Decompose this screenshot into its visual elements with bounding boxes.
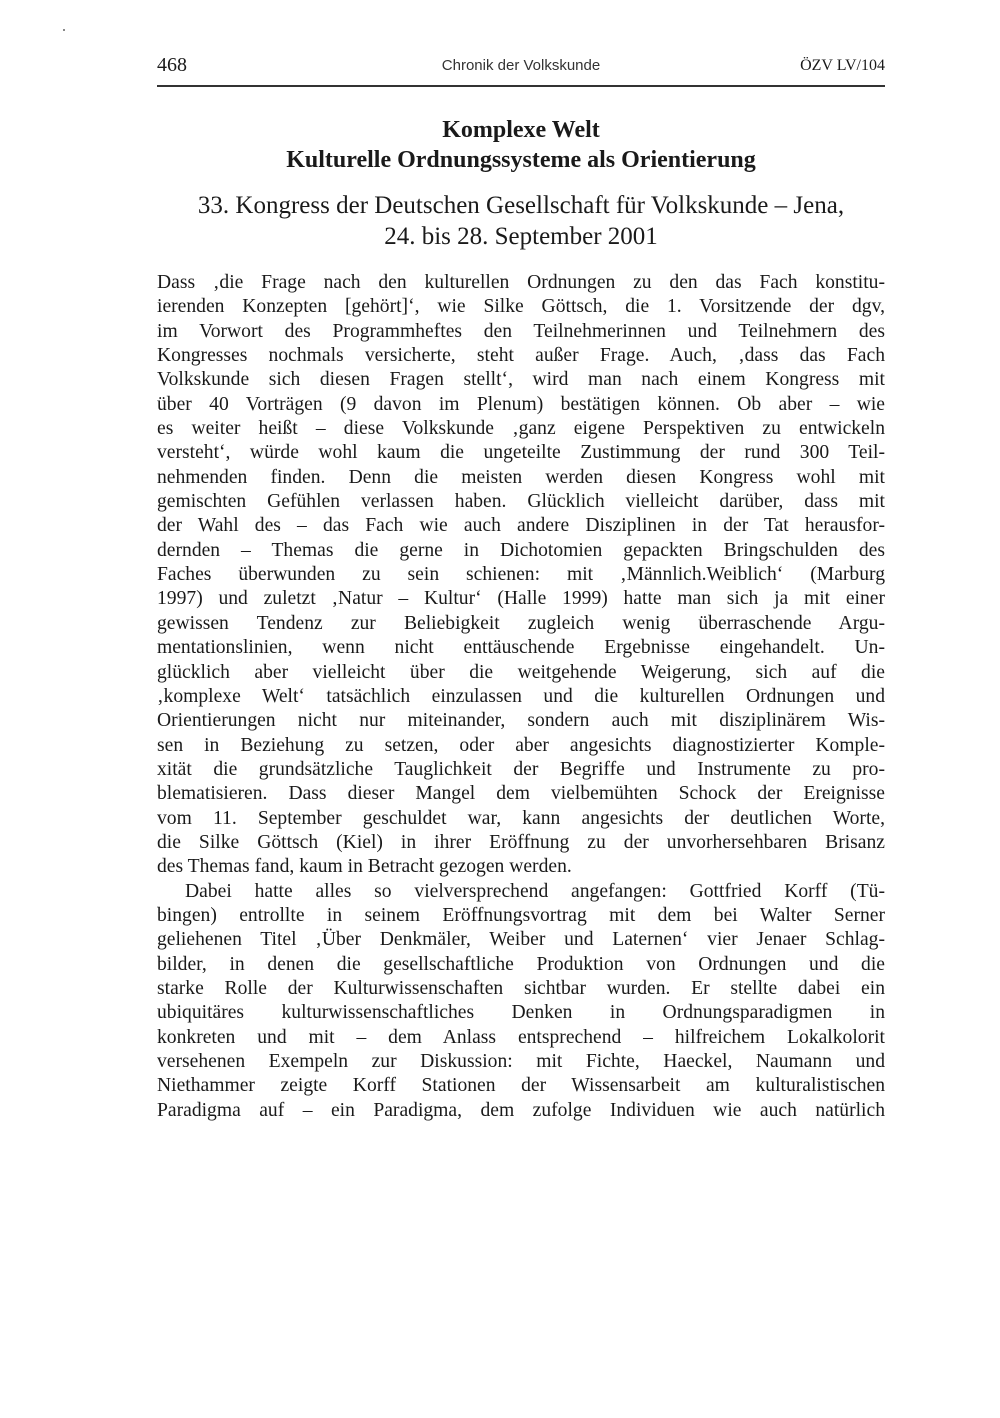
text-line: Niethammer zeigte Korff Stationen der Wissensarbeit am kulturalistischen — [157, 1075, 885, 1097]
text-line: vom 11. September geschuldet war, kann angesichts der deutlichen Worte, — [157, 807, 885, 829]
text-line: über 40 Vorträgen (9 davon im Plenum) bestätigen können. Ob aber – wie — [157, 393, 885, 415]
text-line: dernden – Themas die gerne in Dichotomien gepackten Bringschulden des — [157, 539, 885, 561]
text-line: Paradigma auf – ein Paradigma, dem zufolge Individuen wie auch natürlich — [157, 1099, 885, 1121]
text-line: der Wahl des – das Fach wie auch andere Disziplinen in der Tat herausfor- — [157, 515, 885, 537]
running-header — [157, 54, 885, 82]
text-line: gemischten Gefühlen verlassen haben. Glücklich vielleicht darüber, dass mit — [157, 491, 885, 513]
article-body — [157, 271, 885, 1123]
text-line: Dabei hatte alles so vielversprechend angefangen: Gottfried Korff (Tü- — [185, 880, 885, 902]
text-line: Kongresses nochmals versicherte, steht außer Frage. Auch, ‚dass das Fach — [157, 345, 885, 367]
text-line: konkreten und mit – dem Anlass entsprechend – hilfreichem Lokalkolorit — [157, 1026, 885, 1048]
header-rule — [157, 85, 885, 87]
text-line: sen in Beziehung zu setzen, oder aber angesichts diagnostizierter Komple- — [157, 734, 885, 756]
article-title: Komplexe Welt — [442, 117, 600, 143]
text-line: Dass ‚die Frage nach den kulturellen Ordnungen zu den das Fach konstitu- — [157, 272, 885, 293]
article-subtitle: 33. Kongress der Deutschen Gesellschaft für Volkskunde – Jena, — [197, 192, 845, 219]
text-line: Faches überwunden zu sein schienen: mit ‚Männlich.Weiblich‘ (Marburg — [157, 564, 885, 586]
text-line: versehenen Exempeln zur Diskussion: mit Fichte, Haeckel, Naumann und — [157, 1051, 885, 1072]
text-line: ierenden Konzepten [gehört]‘, wie Silke Göttsch, die 1. Vorsitzende der dgv, — [157, 296, 885, 318]
text-line: versteht‘, würde wohl kaum die ungeteilte Zustimmung der rund 300 Teil- — [157, 442, 885, 464]
paragraph-1 — [157, 271, 885, 880]
text-line: mentationslinien, wenn nicht enttäuschende Ergebnisse eingehandelt. Un- — [157, 637, 885, 659]
text-line: Orientierungen nicht nur miteinander, sondern auch mit disziplinärem Wis- — [157, 710, 885, 732]
text-line: ubiquitäres kulturwissenschaftliches Denken in Ordnungsparadigmen in — [157, 1002, 885, 1024]
text-line: xität die grundsätzliche Tauglichkeit der Begriffe und Instrumente zu pro- — [157, 758, 885, 780]
article-subtitle-line2: 24. bis 28. September 2001 — [384, 223, 658, 250]
text-line: bingen) entrollte in seinem Eröffnungsvortrag mit dem bei Walter Serner — [157, 904, 885, 926]
text-line: 1997) und zuletzt ‚Natur – Kultur‘ (Halle 1999) hatte man sich ja mit einer — [157, 588, 885, 610]
text-line: die Silke Göttsch (Kiel) in ihrer Eröffnung zu der unvorhersehbaren Brisanz — [157, 831, 885, 853]
text-line: ‚komplexe Welt‘ tatsächlich einzulassen und die kulturellen Ordnungen und — [157, 685, 885, 707]
text-line: glücklich aber vielleicht über die weitgehende Weigerung, sich auf die — [157, 661, 885, 683]
text-line: nehmenden finden. Denn die meisten werden diesen Kongress wohl mit — [157, 466, 885, 488]
text-line: blematisieren. Dass dieser Mangel dem vielbemühten Schock der Ereignisse — [157, 783, 885, 805]
journal-reference: ÖZV LV/104 — [800, 57, 885, 74]
text-line: im Vorwort des Programmheftes den Teilnehmerinnen und Teilnehmern des — [157, 320, 885, 342]
paragraph-2 — [157, 880, 885, 1123]
section-title: Chronik der Volkskunde — [441, 57, 601, 74]
text-line: es weiter heißt – diese Volkskunde ‚ganz eigene Perspektiven zu entwickeln — [157, 418, 885, 440]
article-title-line2: Kulturelle Ordnungssysteme als Orientierung — [286, 147, 756, 173]
text-line: gewissen Tendenz zur Beliebigkeit zugleich wenig überraschende Argu- — [157, 612, 885, 634]
text-line: Volkskunde sich diesen Fragen stellt‘, wird man nach einem Kongress mit — [157, 369, 885, 391]
text-line: starke Rolle der Kulturwissenschaften sichtbar wurden. Er stellte dabei ein — [157, 977, 885, 999]
text-line: des Themas fand, kaum in Betracht gezogen werden. — [157, 856, 572, 878]
scan-speck — [63, 29, 65, 31]
text-line: geliehenen Titel ‚Über Denkmäler, Weiber und Laternen‘ vier Jenaer Schlag- — [157, 929, 885, 951]
text-line: bilder, in denen die gesellschaftliche Produktion von Ordnungen und die — [157, 953, 885, 975]
page-number: 468 — [157, 54, 187, 76]
